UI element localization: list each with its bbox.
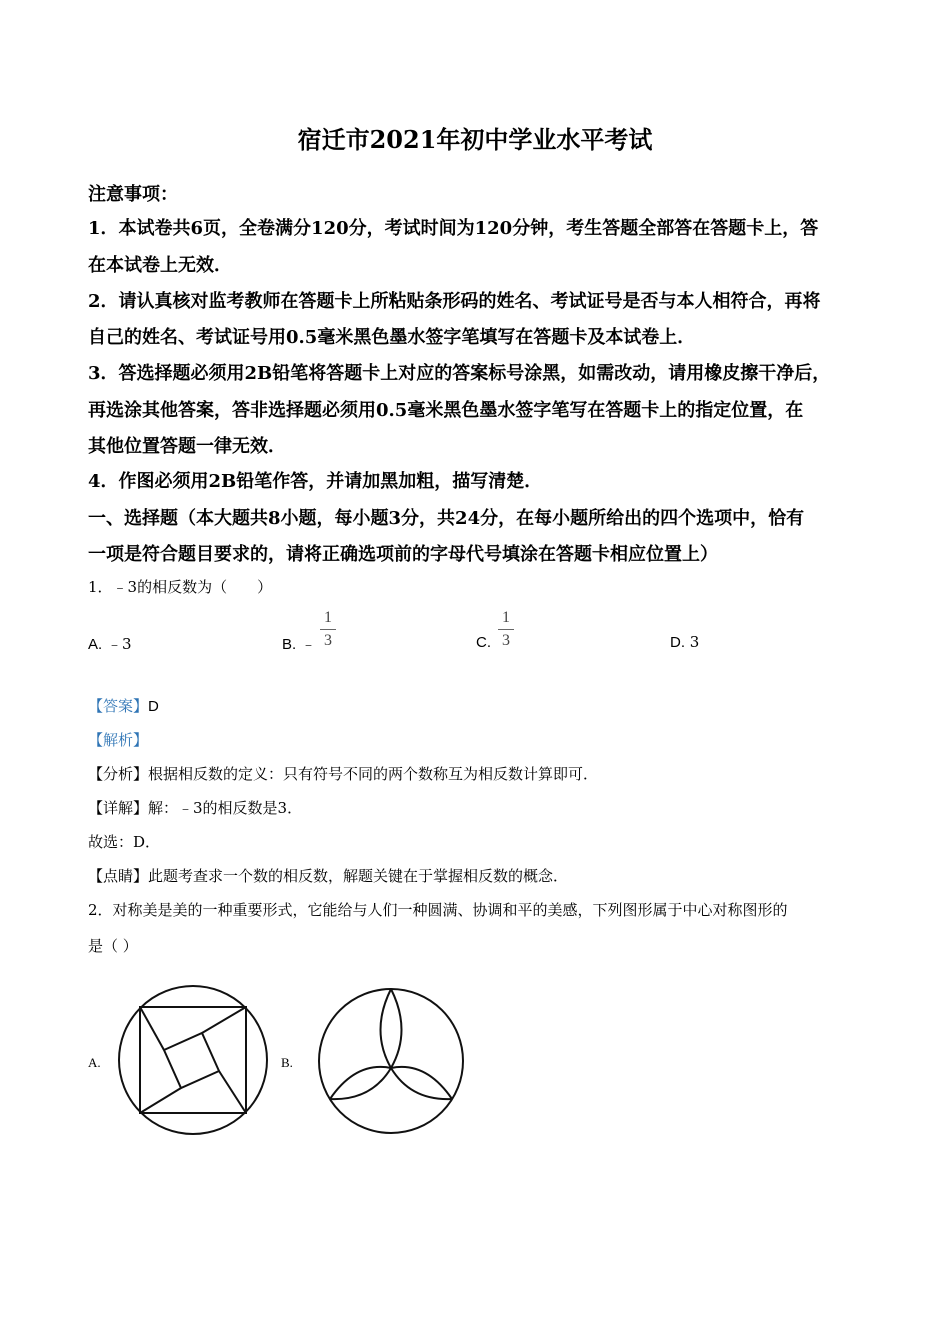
q1-option-b-numerator: 1	[324, 609, 332, 626]
section-heading-2: 一项是符合题目要求的，请将正确选项前的字母代号填涂在答题卡相应位置上）	[88, 544, 718, 565]
q1-option-c-denominator: 3	[502, 632, 510, 649]
q1-option-b-label: B.	[282, 636, 297, 653]
q1-fenxi: 【分析】根据相反数的定义：只有符号不同的两个数称互为相反数计算即可．	[88, 765, 599, 783]
answer-tag: 【答案】	[88, 697, 149, 715]
q1-option-b-sign: ﹣	[300, 635, 316, 653]
q1-option-a-label: A.	[88, 636, 103, 653]
q1-option-d-value: 3	[689, 633, 700, 651]
q1-option-a-value: ﹣3	[106, 635, 132, 653]
fraction-bar	[320, 629, 336, 630]
analysis-tag: 【解析】	[88, 731, 149, 749]
section-heading-1: 一、选择题（本大题共8小题，每小题3分，共24分，在每小题所给出的四个选项中，恰有	[88, 508, 805, 529]
q1-dianjing: 【点睛】此题考查求一个数的相反数，解题关键在于掌握相反数的概念．	[88, 867, 569, 885]
q2-figure-b-label: B.	[281, 1055, 293, 1070]
q1-option-a	[88, 633, 132, 654]
q1-option-b-denominator: 3	[324, 632, 332, 649]
q1-option-c-numerator: 1	[502, 609, 510, 626]
fraction-bar	[498, 629, 514, 630]
q1-xiangjie: 【详解】解：﹣3的相反数是3．	[88, 799, 303, 817]
notice-line-4: 自己的姓名、考试证号用0.5毫米黑色墨水签字笔填写在答题卡及本试卷上．	[88, 327, 696, 348]
notice-line-1: 1．本试卷共6页，全卷满分120分，考试时间为120分钟，考生答题全部答在答题卡上，答	[88, 218, 819, 239]
page-title: 宿迁市2021年初中学业水平考试	[297, 125, 653, 154]
q2-stem-line-1: 2．对称美是美的一种重要形式，它能给与人们一种圆满、协调和平的美感，下列图形属于中心对称图形的	[88, 901, 788, 919]
notice-line-2: 在本试卷上无效．	[88, 255, 232, 276]
answer-value: D	[148, 698, 159, 715]
notice-line-8: 4．作图必须用2B铅笔作答，并请加黑加粗，描写清楚．	[88, 471, 543, 492]
q1-option-d	[670, 633, 699, 651]
q1-option-d-label: D.	[670, 634, 685, 651]
q1-option-c	[476, 633, 491, 651]
notice-line-7: 其他位置答题一律无效．	[88, 436, 286, 457]
q1-option-c-fraction	[498, 609, 514, 650]
q1-answer	[88, 695, 159, 716]
notice-line-6: 再选涂其他答案，答非选择题必须用0.5毫米黑色墨水签字笔写在答题卡上的指定位置，在	[88, 400, 804, 421]
q1-guxuan: 故选：D．	[88, 833, 161, 851]
notice-line-5: 3．答选择题必须用2B铅笔将答题卡上对应的答案标号涂黑，如需改动，请用橡皮擦干净后，	[88, 363, 831, 384]
q1-option-c-label: C.	[476, 634, 491, 651]
q1-option-b	[282, 633, 316, 654]
q2-stem-line-2: 是（ ）	[88, 937, 138, 955]
q1-option-b-fraction	[320, 609, 336, 650]
notice-heading: 注意事项：	[88, 184, 178, 205]
q2-figure-a-label: A.	[88, 1055, 101, 1070]
q1-stem: 1．﹣3的相反数为（ ）	[88, 578, 273, 596]
q2-figure-a	[116, 984, 270, 1136]
q2-figure-b	[316, 986, 466, 1136]
notice-line-3: 2．请认真核对监考教师在答题卡上所粘贴条形码的姓名、考试证号是否与本人相符合，再将	[88, 291, 821, 312]
